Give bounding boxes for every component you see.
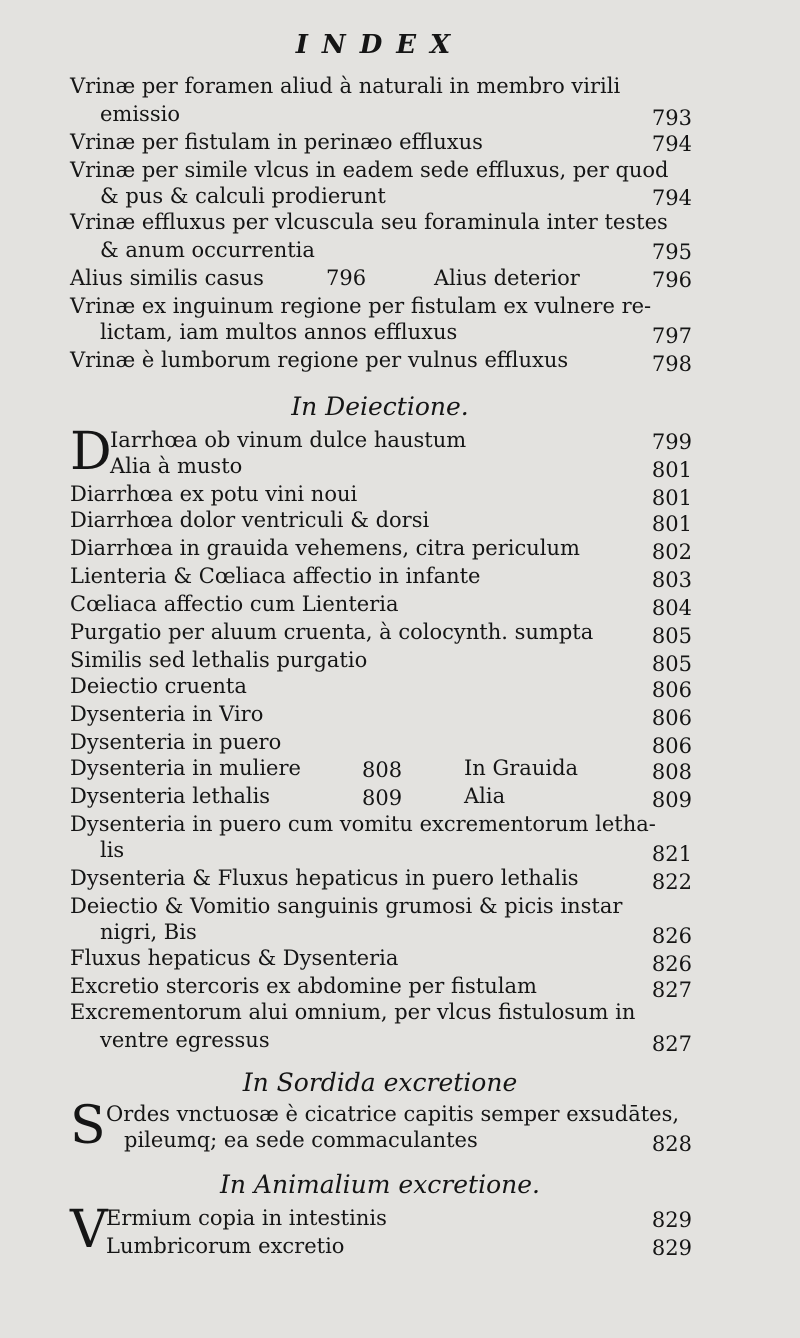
- entry-page: 806: [651, 734, 692, 758]
- entry-text: Dysenteria lethalis: [70, 784, 271, 808]
- entry-text: Deiectio & Vomitio sanguinis grumosi & picis instar: [70, 894, 623, 918]
- entry-text: Purgatio per aluum cruenta, à colocynth. sumpta: [70, 620, 594, 644]
- entry-text: Diarrhœa ex potu vini noui: [70, 482, 358, 506]
- entry-text: Cœliaca affectio cum Lienteria: [70, 592, 399, 616]
- entry-page: 794: [651, 132, 692, 156]
- entry-text: Alius similis casus: [70, 266, 264, 290]
- entry-page: 806: [651, 678, 692, 702]
- entry-text: Ordes vnctuosæ è cicatrice capitis semper exsudātes,: [106, 1102, 680, 1126]
- entry-page: 805: [651, 652, 692, 676]
- entry-text: Fluxus hepaticus & Dysenteria: [70, 946, 399, 970]
- entry-page: 802: [651, 540, 692, 564]
- entry-page: 793: [651, 106, 692, 130]
- entry-text: Vrinæ è lumborum regione per vulnus effluxus: [70, 348, 569, 372]
- entry-text: Vrinæ per foramen aliud à naturali in membro virili: [70, 74, 621, 98]
- entry-page: 828: [651, 1132, 692, 1156]
- entry-page: 796: [326, 266, 367, 290]
- entry-text: Vrinæ effluxus per vlcuscula seu foraminula inter testes: [70, 210, 668, 234]
- entry-page: 809: [651, 788, 692, 812]
- entry-text: ventre egressus: [100, 1028, 270, 1052]
- entry-page: 801: [651, 486, 692, 510]
- entry-page: 797: [651, 324, 692, 348]
- entry-text: Dysenteria in muliere: [70, 756, 301, 780]
- drop-cap: S: [70, 1096, 106, 1156]
- entry-text: Lumbricorum excretio: [106, 1234, 345, 1258]
- entry-text: & anum occurrentia: [100, 238, 315, 262]
- entry-text: Alius deterior: [434, 266, 580, 290]
- entry-page: 803: [651, 568, 692, 592]
- entry-text: Iarrhœa ob vinum dulce haustum: [110, 428, 467, 452]
- entry-page: 808: [362, 758, 403, 782]
- entry-page: 808: [651, 760, 692, 784]
- entry-text: Excrementorum alui omnium, per vlcus fistulosum in: [70, 1000, 636, 1024]
- entry-text: Vrinæ ex inguinum regione per fistulam ex vulnere re-: [70, 294, 652, 318]
- entry-page: 805: [651, 624, 692, 648]
- entry-text: Alia à musto: [110, 454, 243, 478]
- entry-text: Dysenteria in Viro: [70, 702, 264, 726]
- entry-page: 798: [651, 352, 692, 376]
- entry-page: 806: [651, 706, 692, 730]
- entry-text: Dysenteria in puero cum vomitu excrementorum letha-: [70, 812, 656, 836]
- entry-page: 801: [651, 458, 692, 482]
- entry-page: 827: [651, 978, 692, 1002]
- entry-page: 829: [651, 1208, 692, 1232]
- drop-cap: V: [70, 1200, 108, 1260]
- page-header: INDEX: [295, 30, 465, 60]
- entry-text: Deiectio cruenta: [70, 674, 247, 698]
- section-heading: In Sordida excretione: [242, 1068, 518, 1097]
- entry-page: 822: [651, 870, 692, 894]
- entry-page: 829: [651, 1236, 692, 1260]
- entry-text: nigri, Bis: [100, 920, 197, 944]
- entry-text: pileumq; ea sede commaculantes: [124, 1128, 478, 1152]
- entry-text: In Grauida: [464, 756, 579, 780]
- section-heading: In Deiectione.: [291, 392, 469, 421]
- entry-page: 827: [651, 1032, 692, 1056]
- entry-text: lis: [100, 838, 125, 862]
- entry-page: 796: [651, 268, 692, 292]
- entry-page: 809: [362, 786, 403, 810]
- drop-cap: D: [70, 422, 112, 482]
- entry-page: 821: [651, 842, 692, 866]
- entry-text: Alia: [464, 784, 506, 808]
- entry-text: Diarrhœa dolor ventriculi & dorsi: [70, 508, 430, 532]
- entry-text: emissio: [100, 102, 180, 126]
- entry-page: 799: [651, 430, 692, 454]
- entry-page: 801: [651, 512, 692, 536]
- entry-page: 826: [651, 952, 692, 976]
- entry-text: Dysenteria in puero: [70, 730, 282, 754]
- entry-page: 804: [651, 596, 692, 620]
- entry-page: 795: [651, 240, 692, 264]
- entry-text: Excretio stercoris ex abdomine per fistulam: [70, 974, 537, 998]
- entry-text: Ermium copia in intestinis: [106, 1206, 387, 1230]
- entry-page: 826: [651, 924, 692, 948]
- entry-text: Lienteria & Cœliaca affectio in infante: [70, 564, 481, 588]
- entry-text: Similis sed lethalis purgatio: [70, 648, 368, 672]
- entry-page: 794: [651, 186, 692, 210]
- entry-text: Vrinæ per simile vlcus in eadem sede effluxus, per quod: [70, 158, 669, 182]
- section-heading: In Animalium excretione.: [219, 1170, 540, 1199]
- entry-text: Dysenteria & Fluxus hepaticus in puero lethalis: [70, 866, 579, 890]
- entry-text: Vrinæ per fistulam in perinæo effluxus: [70, 130, 483, 154]
- entry-text: Diarrhœa in grauida vehemens, citra periculum: [70, 536, 580, 560]
- entry-text: lictam, iam multos annos effluxus: [100, 320, 458, 344]
- entry-text: & pus & calculi prodierunt: [100, 184, 386, 208]
